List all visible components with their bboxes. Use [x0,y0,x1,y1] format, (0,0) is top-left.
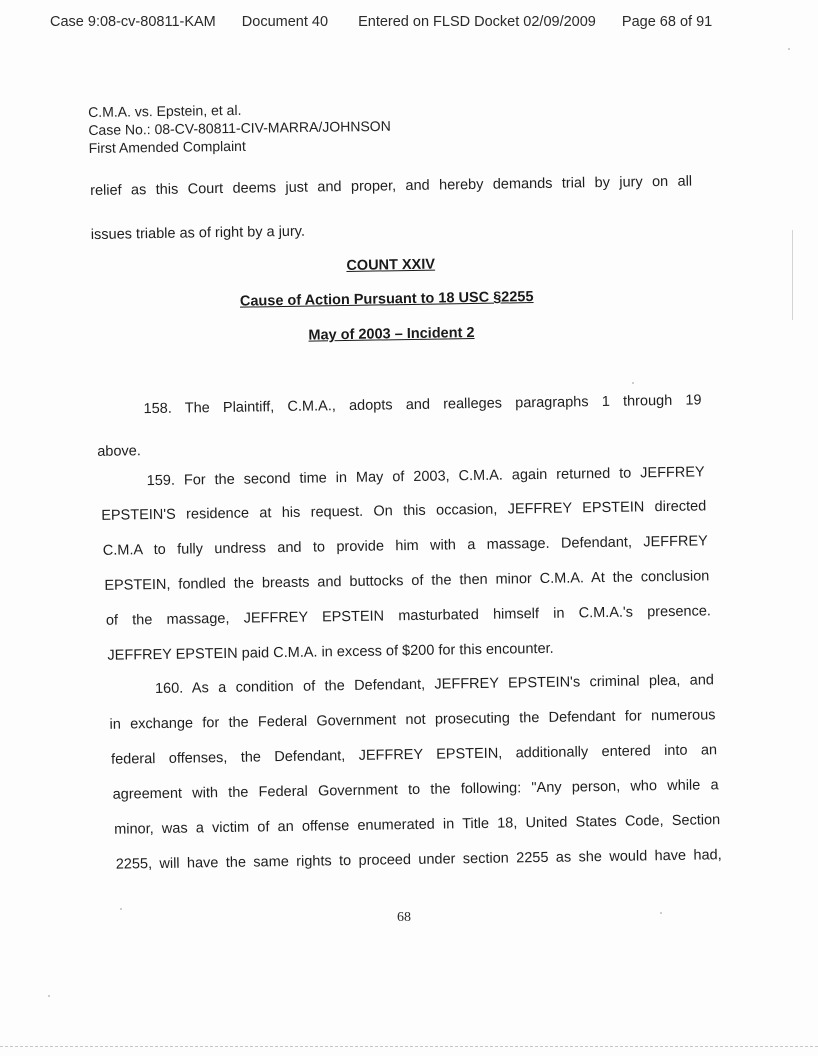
count-incident: May of 2003 – Incident 2 [308,324,475,344]
docket-case-number: Case 9:08-cv-80811-KAM [50,14,216,30]
page-number: 68 [397,910,411,925]
count-title: COUNT XXIV [346,256,436,274]
caption-case-number: Case No.: 08-CV-80811-CIV-MARRA/JOHNSON [88,117,391,138]
page-bottom-edge [0,1046,818,1048]
continuation-line-2: issues triable as of right by a jury. [90,223,306,243]
paragraph-160-line-5: minor, was a victim of an offense enumerated in Title 18, United States Code, Section [114,812,721,838]
paragraph-159-line-6: JEFFREY EPSTEIN paid C.M.A. in excess of $200 for this encounter. [107,640,554,664]
paragraph-160-line-3: federal offenses, the Defendant, JEFFREY EPSTEIN, additionally entered into an [110,742,718,768]
docket-page-count: Page 68 of 91 [621,14,713,30]
scan-speck [660,912,662,914]
paragraph-160-line-4: agreement with the Federal Government to the following: "Any person, who while a [112,777,719,803]
paragraph-160-line-2: in exchange for the Federal Government not prosecuting the Defendant for numerous [109,707,716,733]
paragraph-159-line-4: EPSTEIN, fondled the breasts and buttocks of the then minor C.M.A. At the conclusion [104,568,710,594]
scan-speck [788,48,790,50]
scan-margin-artifact [792,230,793,320]
caption-parties: C.M.A. vs. Epstein, et al. [88,101,242,120]
docket-document-number: Document 40 [241,14,329,30]
scan-speck [48,995,50,997]
paragraph-159-line-1: 159. For the second time in May of 2003, C.M.A. again returned to JEFFREY [146,464,705,490]
docket-entry-date: Entered on FLSD Docket 02/09/2009 [358,14,596,30]
scan-speck [120,908,122,910]
paragraph-160-line-1: 160. As a condition of the Defendant, JEFFREY EPSTEIN's criminal plea, and [154,672,715,698]
count-cause-of-action: Cause of Action Pursuant to 18 USC §2255 [239,289,534,310]
paragraph-158-line-2: above. [97,443,141,460]
caption-pleading-title: First Amended Complaint [88,137,246,156]
paragraph-159-line-5: of the massage, JEFFREY EPSTEIN masturbated himself in C.M.A.'s presence. [105,603,711,629]
paragraph-159-line-2: EPSTEIN'S residence at his request. On this occasion, JEFFREY EPSTEIN directed [101,498,707,524]
continuation-line-1: relief as this Court deems just and proper, and hereby demands trial by jury on all [90,173,693,199]
scan-speck [632,382,634,384]
paragraph-160-line-6: 2255, will have the same rights to proceed under section 2255 as she would have had, [115,847,722,873]
paragraph-158-line-1: 158. The Plaintiff, C.M.A., adopts and realleges paragraphs 1 through 19 [143,392,702,418]
paragraph-159-line-3: C.M.A to fully undress and to provide him with a massage. Defendant, JEFFREY [102,533,708,559]
